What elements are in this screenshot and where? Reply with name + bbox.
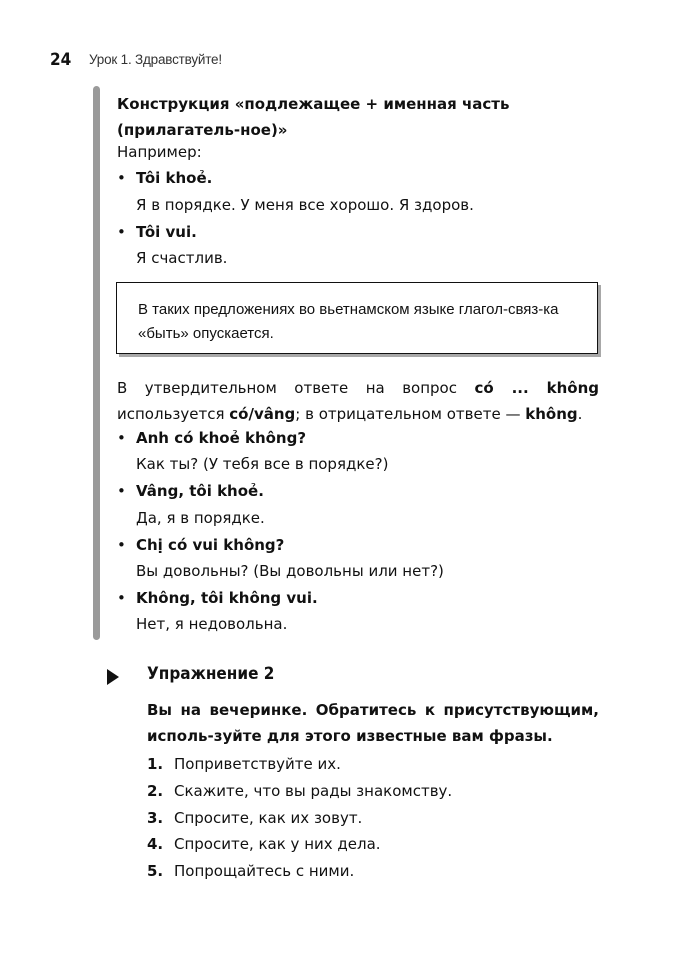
bullet-icon: • <box>117 536 126 554</box>
item-number: 5. <box>147 862 164 880</box>
qa-term: Không, tôi không vui. <box>136 589 318 607</box>
item-text: Спросите, как у них дела. <box>174 835 381 853</box>
example-translation: Я в порядке. У меня все хорошо. Я здоров. <box>136 196 474 214</box>
item-number: 2. <box>147 782 164 800</box>
exercise-task: Вы на вечеринке. Обратитесь к присутствующим, исполь-зуйте для этого известные вам фразы. <box>147 701 599 745</box>
play-icon <box>107 669 119 685</box>
bullet-icon: • <box>117 482 126 500</box>
section-heading: Конструкция «подлежащее + именная часть (прилагатель-ное)» <box>117 95 510 139</box>
example-term: Tôi vui. <box>136 223 197 241</box>
item-number: 1. <box>147 755 164 773</box>
running-title: Урок 1. Здравствуйте! <box>89 52 222 67</box>
qa-term: Anh có khoẻ không? <box>136 429 307 447</box>
sidebar-rule <box>93 86 100 640</box>
item-text: Спросите, как их зовут. <box>174 809 363 827</box>
qa-translation: Нет, я недовольна. <box>136 615 288 633</box>
item-text: Поприветствуйте их. <box>174 755 341 773</box>
section-intro: Например: <box>117 143 202 161</box>
example-term: Tôi khoẻ. <box>136 169 213 187</box>
item-number: 3. <box>147 809 164 827</box>
qa-translation: Да, я в порядке. <box>136 509 265 527</box>
exercise-title: Упражнение 2 <box>147 664 275 684</box>
qa-translation: Как ты? (У тебя все в порядке?) <box>136 455 389 473</box>
bullet-icon: • <box>117 429 126 447</box>
item-number: 4. <box>147 835 164 853</box>
example-translation: Я счастлив. <box>136 249 228 267</box>
bullet-icon: • <box>117 223 126 241</box>
item-text: Попрощайтесь с ними. <box>174 862 355 880</box>
note-text: В таких предложениях во вьетнамском языке глагол-связ-ка «быть» опускается. <box>138 301 559 342</box>
bullet-icon: • <box>117 589 126 607</box>
note-box <box>116 282 598 354</box>
page-number: 24 <box>50 50 72 70</box>
qa-term: Chị có vui không? <box>136 536 285 554</box>
bullet-icon: • <box>117 169 126 187</box>
item-text: Скажите, что вы рады знакомству. <box>174 782 453 800</box>
explanation-paragraph: В утвердительном ответе на вопрос có ... không используется có/vâng; в отрицательном ответе — không. <box>117 379 599 423</box>
qa-translation: Вы довольны? (Вы довольны или нет?) <box>136 562 444 580</box>
qa-term: Vâng, tôi khoẻ. <box>136 482 264 500</box>
